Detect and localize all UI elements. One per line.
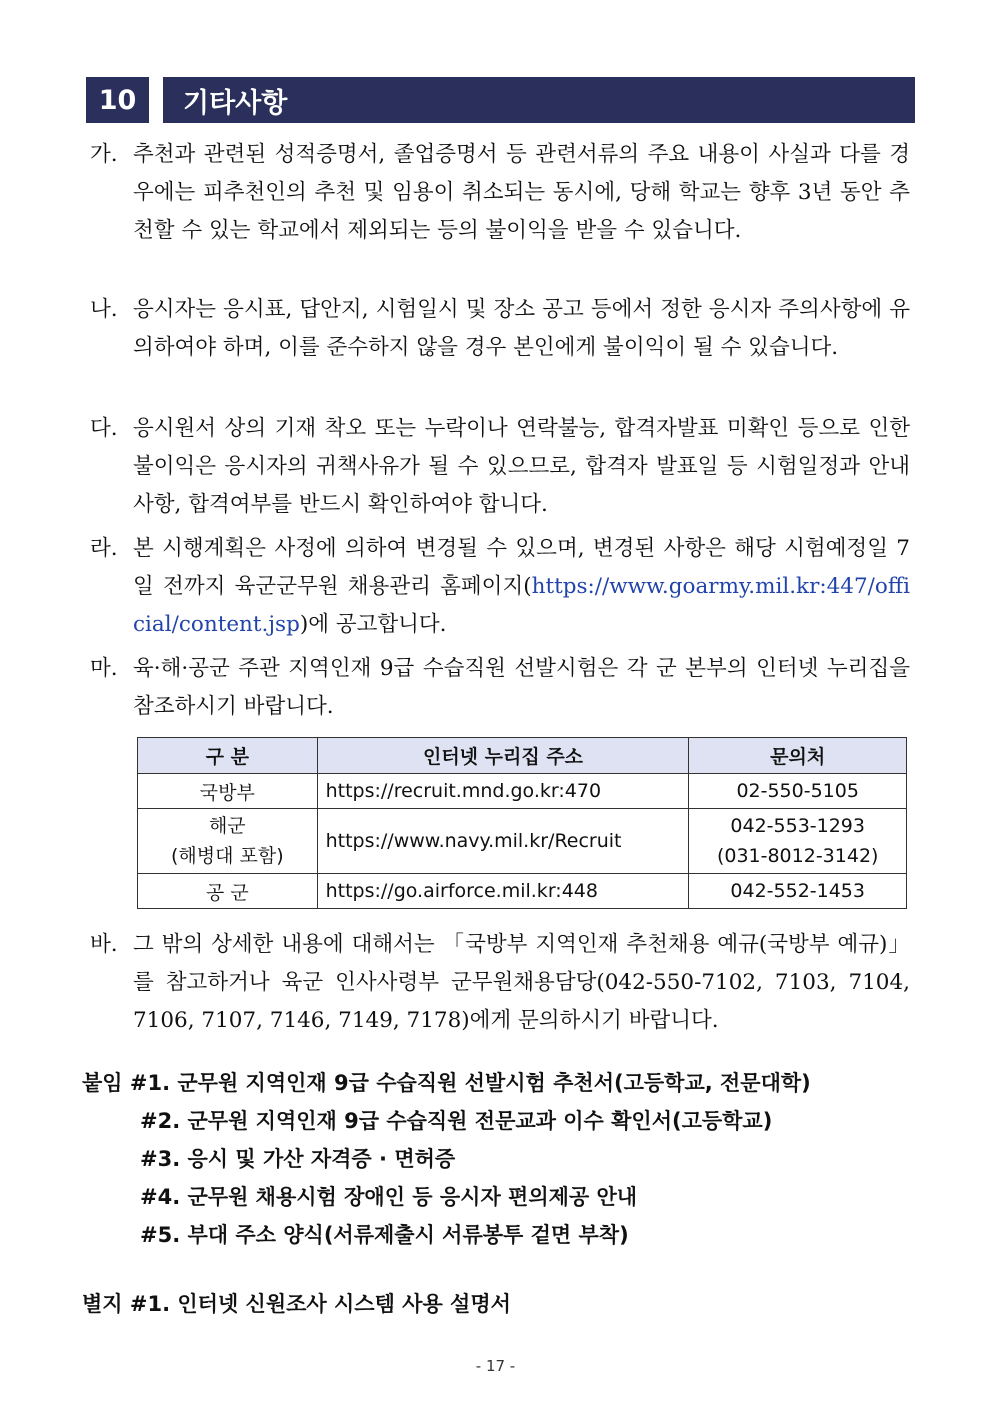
- cell-url[interactable]: https://go.airforce.mil.kr:448: [317, 874, 689, 909]
- cell-url[interactable]: https://www.navy.mil.kr/Recruit: [317, 809, 689, 874]
- attachment-item: #4. 군무원 채용시험 장애인 등 응시자 편의제공 안내: [140, 1185, 638, 1209]
- attachment-item: #2. 군무원 지역인재 9급 수습직원 전문교과 이수 확인서(고등학교): [140, 1109, 773, 1133]
- homepage-link[interactable]: https://www.goarmy.mil.kr:447/official/content.jsp: [133, 574, 910, 637]
- header-url: 인터넷 누리집 주소: [317, 738, 689, 774]
- military-contact-table: [137, 737, 907, 909]
- item-text: [133, 530, 910, 644]
- cell-contact: [689, 809, 907, 874]
- cell-url[interactable]: https://recruit.mnd.go.kr:470: [317, 774, 689, 809]
- list-item-na: [90, 291, 910, 367]
- item-text: 그 밖의 상세한 내용에 대해서는 「국방부 지역인재 추천채용 예규(국방부 예규)」를 참고하거나 육군 인사사령부 군무원채용담당(042-550-7102, 7103, 7104, 7106, 7107, 7146, 7149, 7178)에게 문의하시기 바랍니다.: [133, 932, 910, 1033]
- cell-division: 공 군: [138, 874, 318, 909]
- list-item-ma: [90, 650, 910, 726]
- item-text: 추천과 관련된 성적증명서, 졸업증명서 등 관련서류의 주요 내용이 사실과 다를 경우에는 피추천인의 추천 및 임용이 취소되는 동시에, 당해 학교는 향후 3년 동안 추천할 수 있는 학교에서 제외되는 등의 불이익을 받을 수 있습니다.: [133, 142, 910, 243]
- item-text: 응시원서 상의 기재 착오 또는 누락이나 연락불능, 합격자발표 미확인 등으로 인한 불이익은 응시자의 귀책사유가 될 수 있으므로, 합격자 발표일 등 시험일정과 안내사항, 합격여부를 반드시 확인하여야 합니다.: [133, 416, 910, 517]
- appendix-item: 별지 #1. 인터넷 신원조사 시스템 사용 설명서: [82, 1292, 511, 1316]
- division-name: 해군: [208, 815, 246, 837]
- table-header-row: [138, 738, 907, 774]
- attachments-list: [82, 1064, 811, 1254]
- list-item-ga: [90, 136, 910, 250]
- header-division: 구 분: [138, 738, 318, 774]
- item-text: 응시자는 응시표, 답안지, 시험일시 및 장소 공고 등에서 정한 응시자 주의사항에 유의하여야 하며, 이를 준수하지 않을 경우 본인에게 불이익이 될 수 있습니다.: [133, 297, 910, 360]
- item-mark: 바.: [90, 932, 118, 957]
- attachments-label: 붙임: [82, 1071, 123, 1095]
- table-row: [138, 774, 907, 809]
- section-title: 기타사항: [163, 77, 915, 123]
- contact-primary: 042-553-1293: [730, 815, 865, 837]
- item-text: 육·해·공군 주관 지역인재 9급 수습직원 선발시험은 각 군 본부의 인터넷 누리집을 참조하시기 바랍니다.: [133, 656, 910, 719]
- attachment-item: #5. 부대 주소 양식(서류제출시 서류봉투 겉면 부착): [140, 1223, 629, 1247]
- cell-contact: 042-552-1453: [689, 874, 907, 909]
- cell-division: [138, 809, 318, 874]
- item-mark: 마.: [90, 656, 118, 681]
- division-note: (해병대 포함): [170, 845, 284, 867]
- item-mark: 다.: [90, 416, 118, 441]
- table-row: [138, 809, 907, 874]
- table-row: [138, 874, 907, 909]
- list-item-ra: [90, 530, 910, 644]
- item-mark: 나.: [90, 297, 118, 322]
- section-number: 10: [86, 77, 149, 123]
- list-item-da: [90, 410, 910, 524]
- appendix-label: 별지: [82, 1292, 123, 1316]
- item-mark: 가.: [90, 142, 118, 167]
- header-contact: 문의처: [689, 738, 907, 774]
- appendix: [82, 1285, 511, 1323]
- item-text-before: 본 시행계획은 사정에 의하여 변경될 수 있으며, 변경된 사항은 해당 시험예정일 7일 전까지 육군군무원 채용관리 홈페이지(: [133, 536, 910, 599]
- attachment-item: 붙임 #1. 군무원 지역인재 9급 수습직원 선발시험 추천서(고등학교, 전문대학): [82, 1071, 811, 1095]
- item-mark: 라.: [90, 536, 118, 561]
- list-item-ba: [90, 926, 910, 1040]
- section-header: [86, 77, 915, 123]
- cell-contact: 02-550-5105: [689, 774, 907, 809]
- attachment-item: #3. 응시 및 가산 자격증 · 면허증: [140, 1147, 456, 1171]
- cell-division: 국방부: [138, 774, 318, 809]
- item-text-after: )에 공고합니다.: [299, 612, 447, 637]
- contact-secondary: (031-8012-3142): [716, 845, 879, 867]
- page-number: - 17 -: [475, 1357, 516, 1375]
